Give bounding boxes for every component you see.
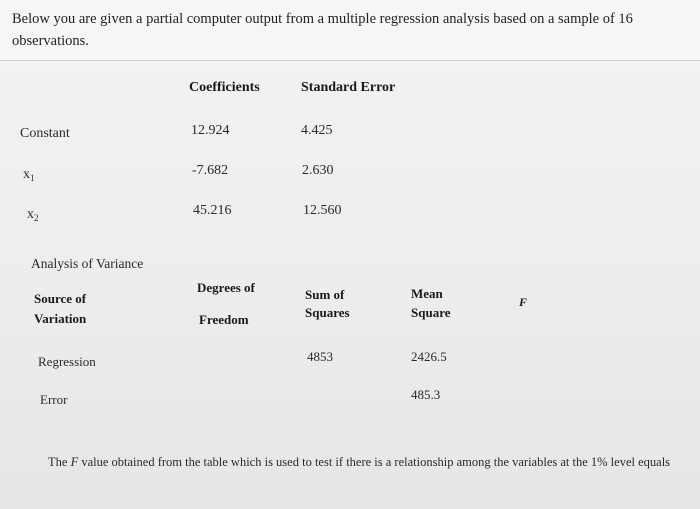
coef-x1: -7.682 [192,163,229,178]
coefficients-header: Coefficients [189,80,260,95]
ms-header-line2: Square [411,305,451,320]
anova-row-regression: Regression [38,354,96,369]
ms-regression: 2426.5 [411,349,447,364]
se-x1: 2.630 [302,163,334,178]
df-header-line1: Degrees of [197,280,255,295]
se-x2: 12.560 [303,203,342,218]
source-header-line1: Source of [34,291,87,306]
coef-constant: 12.924 [191,123,230,138]
ms-header-line1: Mean [411,286,443,301]
question-text: The F value obtained from the table which is used to test if there is a relationship among the variables at the 1% level equals [48,455,671,469]
coef-x2: 45.216 [193,203,232,218]
anova-row-error: Error [40,392,68,407]
intro-text: Below you are given a partial computer output from a multiple regression analysis based on a sample of 16 observations. [12,11,633,49]
anova-title: Analysis of Variance [31,256,144,271]
row-label-x1: $x_1$ [23,167,35,183]
row-label-x2: $x_2$ [27,207,39,223]
ss-regression: 4853 [307,349,333,364]
se-constant: 4.425 [301,123,333,138]
ss-header-line2: Squares [305,305,350,320]
df-header-line2: Freedom [199,312,249,327]
f-header: F [519,295,528,309]
ss-header-line1: Sum of [305,287,345,302]
source-header-line2: Variation [34,311,87,326]
ms-error: 485.3 [411,387,441,402]
standard-error-header: Standard Error [301,80,396,95]
row-label-constant: Constant [20,126,70,141]
